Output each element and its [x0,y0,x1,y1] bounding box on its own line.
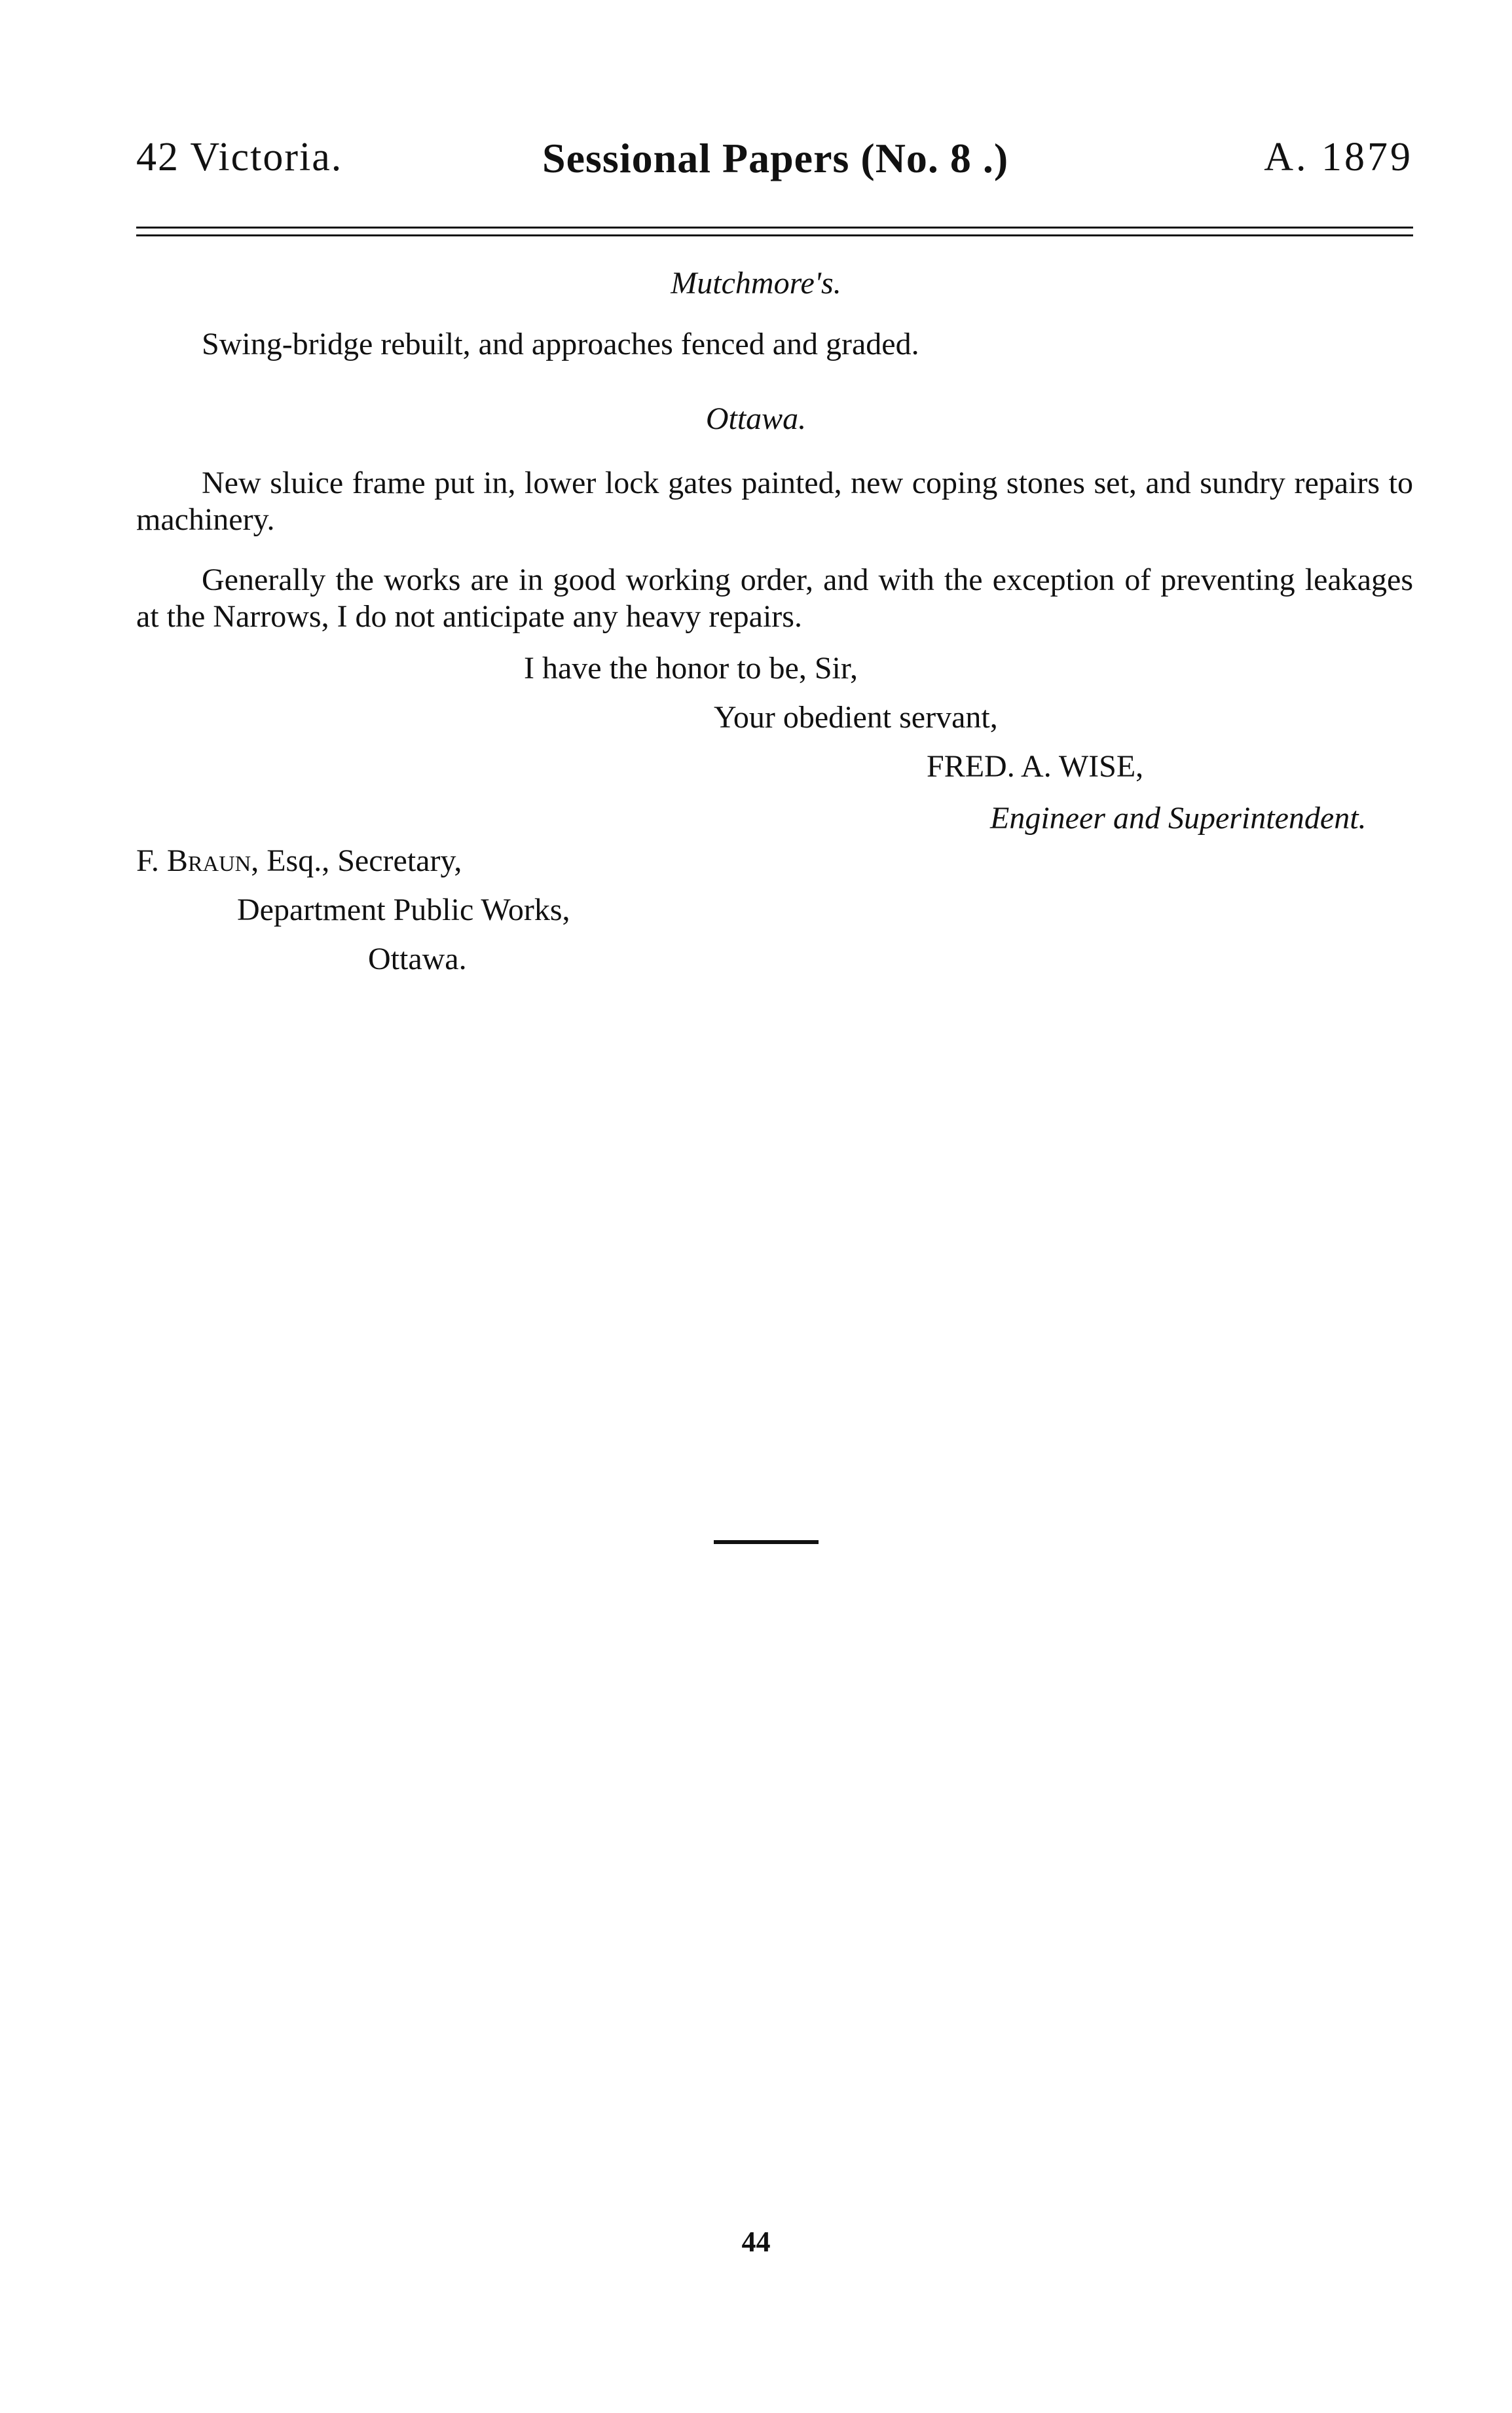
closing-line-2: Your obedient servant, [714,700,998,735]
page-number: 44 [741,2226,771,2258]
addressee-line-1 [136,843,462,879]
closing-line-1: I have the honor to be, Sir, [524,651,858,686]
section-text-ottawa: New sluice frame put in, lower lock gates painted, new coping stones set, and sundry repairs to machinery. [136,466,1413,537]
summary-paragraph: Generally the works are in good working order, and with the exception of preventing leakages at the Narrows, I do not anticipate any heavy repairs. [136,562,1413,634]
section-text-mutchmores: Swing-bridge rebuilt, and approaches fenced and graded. [202,327,919,361]
section-separator [714,1540,819,1544]
addressee-initial: F. [136,843,159,878]
section-heading-mutchmores: Mutchmore's. [671,266,841,301]
section-heading-ottawa: Ottawa. [705,401,807,436]
header-rule-bottom [136,234,1413,236]
header-title: Sessional Papers (No. 8 .) [542,135,1009,181]
header-regnal-year: 42 Victoria. [136,135,343,179]
addressee-line-3: Ottawa. [368,942,467,976]
signatory-name: FRED. A. WISE, [927,749,1144,784]
signatory-title: Engineer and Superintendent. [990,801,1367,836]
addressee-line-2: Department Public Works, [237,893,570,927]
addressee-surname: Braun [166,843,251,878]
running-header [136,134,1413,187]
addressee-rest: , Esq., Secretary, [251,843,462,878]
header-rule-top [136,227,1413,229]
header-year: A. 1879 [1264,135,1413,179]
